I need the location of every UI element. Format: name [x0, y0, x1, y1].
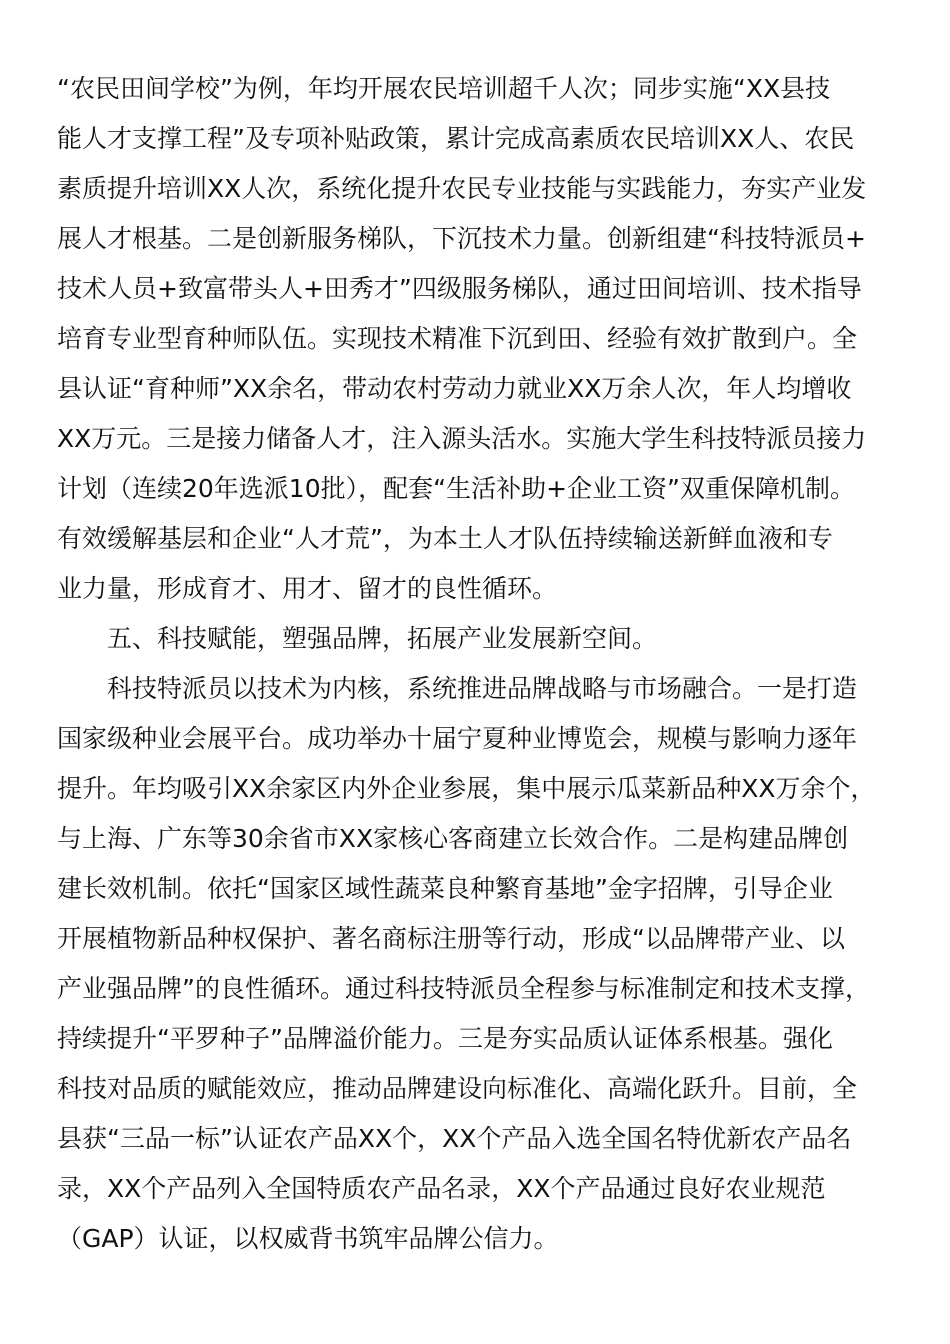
text-line: 业力量，形成育才、用才、留才的良性循环。: [57, 574, 558, 603]
text-line: 提升。年均吸引XX余家区内外企业参展，集中展示瓜菜新品种XX万余个，: [57, 774, 876, 803]
section-heading: 五、科技赋能，塑强品牌，拓展产业发展新空间。: [107, 624, 658, 653]
text-line: 开展植物新品种权保护、著名商标注册等行动，形成“以品牌带产业、以: [57, 924, 845, 953]
text-line: 科技特派员以技术为内核，系统推进品牌战略与市场融合。一是打造: [107, 674, 858, 703]
text-line: 与上海、广东等30余省市XX家核心客商建立长效合作。二是构建品牌创: [57, 824, 849, 853]
text-line: 有效缓解基层和企业“人才荒”，为本土人才队伍持续输送新鲜血液和专: [57, 524, 833, 553]
text-line: 国家级种业会展平台。成功举办十届宁夏种业博览会，规模与影响力逐年: [57, 724, 858, 753]
text-line: （GAP）认证，以权威背书筑牢品牌公信力。: [57, 1224, 559, 1253]
document-body: [57, 64, 893, 1264]
text-line: 科技对品质的赋能效应，推动品牌建设向标准化、高端化跃升。目前，全: [57, 1074, 858, 1103]
text-line: 计划（连续20年选派10批），配套“生活补助+企业工资”双重保障机制。: [57, 474, 855, 503]
text-line: 培育专业型育种师队伍。实现技术精准下沉到田、经验有效扩散到户。全: [57, 324, 858, 353]
text-line: 县获“三品一标”认证农产品XX个，XX个产品入选全国名特优新农产品名: [57, 1124, 852, 1153]
text-line: 县认证“育种师”XX余名，带动农村劳动力就业XX万余人次，年人均增收: [57, 374, 852, 403]
text-line: “农民田间学校”为例，年均开展农民培训超千人次；同步实施“XX县技: [57, 74, 831, 103]
text-line: 能人才支撑工程”及专项补贴政策，累计完成高素质农民培训XX人、农民: [57, 124, 855, 153]
paragraph-brand-building: [57, 664, 893, 1264]
text-line: 建长效机制。依托“国家区域性蔬菜良种繁育基地”金字招牌，引导企业: [57, 874, 833, 903]
text-line: 录，XX个产品列入全国特质农产品名录，XX个产品通过良好农业规范: [57, 1174, 826, 1203]
text-line: XX万元。三是接力储备人才，注入源头活水。实施大学生科技特派员接力: [57, 424, 867, 453]
paragraph-talent-cultivation: [57, 64, 893, 614]
text-line: 展人才根基。二是创新服务梯队，下沉技术力量。创新组建“科技特派员+: [57, 224, 866, 253]
text-line: 技术人员+致富带头人+田秀才”四级服务梯队，通过田间培训、技术指导: [57, 274, 862, 303]
text-line: 素质提升培训XX人次，系统化提升农民专业技能与实践能力，夯实产业发: [57, 174, 867, 203]
text-line: 持续提升“平罗种子”品牌溢价能力。三是夯实品质认证体系根基。强化: [57, 1024, 833, 1053]
text-line: 产业强品牌”的良性循环。通过科技特派员全程参与标准制定和技术支撑，: [57, 974, 870, 1003]
